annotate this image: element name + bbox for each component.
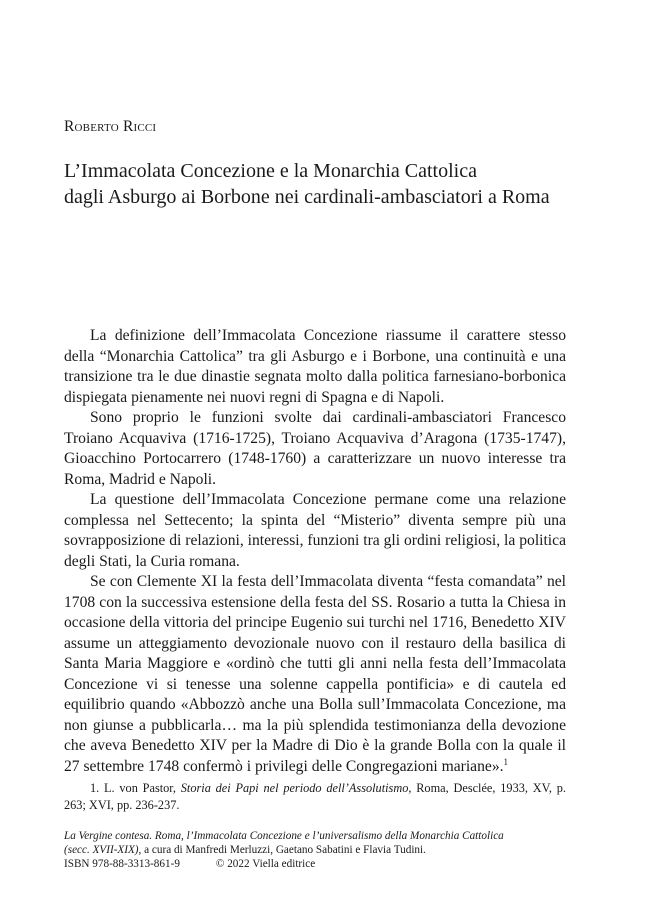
article-body xyxy=(64,326,566,777)
colophon-line-1 xyxy=(64,829,584,843)
book-title-line-1: La Vergine contesa. Roma, l’Immacolata Concezione e l’universalismo della Monarchia Cattolica xyxy=(64,830,504,842)
isbn: ISBN 978-88-3313-861-9 xyxy=(64,858,180,870)
article-title xyxy=(64,158,604,210)
title-line-1: L’Immacolata Concezione e la Monarchia Cattolica xyxy=(64,160,477,182)
copyright: © 2022 Viella editrice xyxy=(215,858,316,870)
book-title-line-2: (secc. XVII-XIX) xyxy=(64,844,139,856)
footnote-prefix: 1. L. von Pastor, xyxy=(90,781,181,795)
author-name: Roberto Ricci xyxy=(64,118,157,135)
paragraph: La questione dell’Immacolata Concezione permane come una relazione complessa nel Settecento; la spinta del “Misterio” diventa sempre più una sovrapposizione di relazioni, interessi, funzioni tra gli ordini religiosi, la politica degli Stati, la Curia romana. xyxy=(64,491,566,570)
colophon-line-3 xyxy=(64,857,584,871)
colophon-line-2 xyxy=(64,843,584,857)
footnote-text xyxy=(64,780,566,814)
colophon xyxy=(64,829,584,871)
book-editors: , a cura di Manfredi Merluzzi, Gaetano Sabatini e Flavia Tudini. xyxy=(138,844,426,856)
footnote-suffix: , Roma, Desclée, 1933, XV, p. 263; XVI, pp. 236-237. xyxy=(64,781,567,812)
paragraph: La definizione dell’Immacolata Concezione riassume il carattere stesso della “Monarchia Cattolica” tra gli Asburgo e i Borbone, una continuità e una transizione tra le due dinastie segnata molto dalla politica farnesiano-borbonica dispiegata pienamente nei nuovi regni di Spagna e di Napoli. xyxy=(64,327,566,406)
footnote-reference: 1 xyxy=(503,756,509,767)
paragraph: Sono proprio le funzioni svolte dai cardinali-ambasciatori Francesco Troiano Acquaviva (1716-1725), Troiano Acquaviva d’Aragona (1735-1747), Gioacchino Portocarrero (1748-1760) a caratterizzare un nuovo interesse tra Roma, Madrid e Napoli. xyxy=(64,409,566,488)
footnote-work-title: Storia dei Papi nel periodo dell’Assolutismo xyxy=(180,781,409,795)
title-line-2: dagli Asburgo ai Borbone nei cardinali-ambasciatori a Roma xyxy=(64,186,550,208)
paragraph-text: Se con Clemente XI la festa dell’Immacolata diventa “festa comandata” nel 1708 con la successiva estensione della festa del SS. Rosario a tutta la Chiesa in occasione della vittoria del principe Eugenio sui turchi nel 1716, Benedetto XIV assume un atteggiamento devozionale nuovo con il restauro della basilica di Santa Maria Maggiore e «ordinò che tutti gli anni nella festa dell’Immacolata Concezione vi si tenesse una solenne cappella pontificia» e di cautela ed equilibrio quando «Abbozzò anche una Bolla sull’Immacolata Concezione, ma non giunse a pubblicarla… ma la più splendida testimonianza della devozione che aveva Benedetto XIV per la Madre di Dio è la grande Bolla con la quale il 27 settembre 1748 confermò i privilegi delle Congregazioni mariane». xyxy=(64,573,566,775)
footnote xyxy=(64,780,566,814)
paragraph xyxy=(64,572,566,777)
